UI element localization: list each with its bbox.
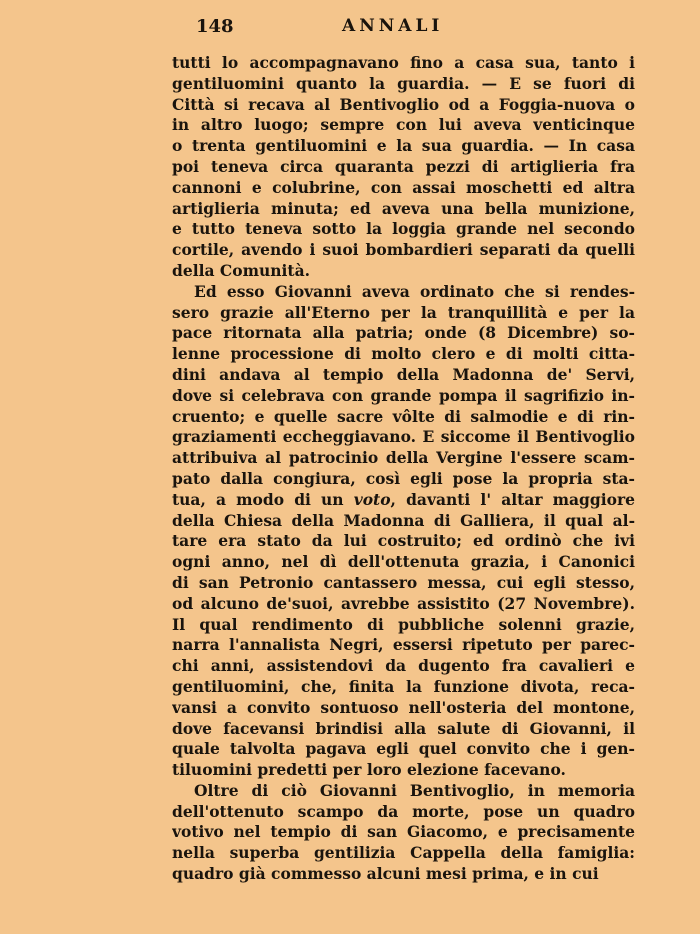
text-line: tutti lo accompagnavano fino a casa sua, tanto i — [172, 53, 635, 72]
text-line: dell'ottenuto scampo da morte, pose un quadro — [172, 801, 635, 821]
text-line: Oltre di ciò Giovanni Bentivoglio, in memoria — [194, 780, 635, 800]
text-line: quadro già commesso alcuni mesi prima, e in cui — [172, 864, 599, 884]
text-line: tiluomini predetti per loro elezione facevano. — [172, 760, 566, 780]
text-line: di san Petronio cantassero messa, cui egli stesso, — [172, 572, 635, 592]
text-line: vansi a convito sontuoso nell'osteria del montone, — [172, 697, 635, 717]
text-line: gentiluomini quanto la guardia. — E se fuori di — [172, 73, 635, 93]
text-line: della Chiesa della Madonna di Galliera, il qual al- — [172, 510, 635, 530]
body-text — [172, 53, 635, 885]
text-line: o trenta gentiluomini e la sua guardia. — In casa — [172, 136, 635, 156]
text-line: della Comunità. — [172, 260, 311, 280]
text-line: od alcuno de'suoi, avrebbe assistito (27 Novembre). — [172, 593, 635, 613]
text-line: cruento; e quelle sacre vôlte di salmodie e di rin- — [172, 406, 635, 426]
text-line: attribuiva al patrocinio della Vergine l'essere scam- — [172, 448, 635, 468]
text-line: dove facevansi brindisi alla salute di Giovanni, il — [172, 718, 635, 738]
text-line: nella superba gentilizia Cappella della famiglia: — [172, 843, 635, 863]
page-header — [172, 16, 635, 42]
text-line: dove si celebrava con grande pompa il sagrifizio in- — [172, 385, 635, 405]
text-line: lenne processione di molto clero e di molti citta- — [172, 344, 635, 364]
text-line: Il qual rendimento di pubbliche solenni grazie, — [172, 614, 635, 634]
text-line: pace ritornata alla patria; onde (8 Dicembre) so- — [172, 323, 635, 343]
text-line: graziamenti eccheggiavano. E siccome il Bentivoglio — [172, 427, 635, 447]
text-line: Ed esso Giovanni aveva ordinato che si rendes- — [194, 281, 635, 301]
running-title: ANNALI — [342, 16, 444, 36]
text-line: narra l'annalista Negri, essersi ripetuto per parec- — [172, 635, 635, 655]
text-line: tare era stato da lui costruito; ed ordinò che ivi — [172, 531, 635, 551]
text-line: quale talvolta pagava egli quel convito che i gen- — [172, 739, 635, 759]
text-line: sero grazie all'Eterno per la tranquillità e per la — [172, 302, 635, 322]
text-line: poi teneva circa quaranta pezzi di artiglieria fra — [172, 156, 635, 176]
page-number: 148 — [196, 16, 234, 37]
text-line: votivo nel tempio di san Giacomo, e precisamente — [172, 822, 635, 842]
italic-word: voto — [353, 489, 391, 509]
text-line: artiglieria minuta; ed aveva una bella munizione, — [172, 198, 635, 218]
text-line: cortile, avendo i suoi bombardieri separati da quelli — [172, 240, 635, 260]
text-line: in altro luogo; sempre con lui aveva venticinque — [172, 115, 635, 135]
text-line: chi anni, assistendovi da dugento fra cavalieri e — [172, 656, 635, 676]
text-line: Città si recava al Bentivoglio od a Foggia-nuova o — [172, 94, 635, 114]
text-line: dini andava al tempio della Madonna de' Servi, — [172, 364, 635, 384]
text-line: gentiluomini, che, finita la funzione divota, reca- — [172, 676, 635, 696]
text-line: cannoni e colubrine, con assai moschetti ed altra — [172, 177, 635, 197]
text-line: e tutto teneva sotto la loggia grande nel secondo — [172, 219, 635, 239]
text-line: ogni anno, nel dì dell'ottenuta grazia, i Canonici — [172, 552, 635, 572]
text-line: pato dalla congiura, così egli pose la propria sta- — [172, 468, 635, 488]
text-line: tua, a modo di un voto, davanti l' altar maggiore — [172, 489, 635, 509]
